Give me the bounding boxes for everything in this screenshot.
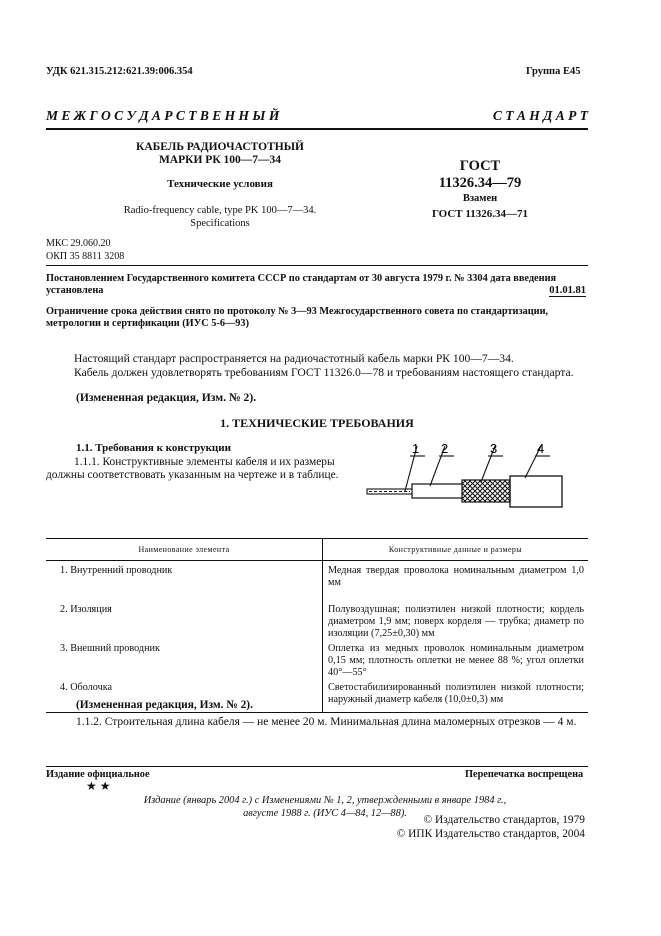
- english-title: [80, 204, 360, 230]
- english-title-line-2: Specifications: [190, 218, 250, 229]
- stars: ★ ★: [86, 779, 111, 793]
- copyright-1979: © Издательство стандартов, 1979: [423, 814, 585, 826]
- intro-paragraph-1: Настоящий стандарт распространяется на радиочастотный кабель марки РК 100—7—34.: [74, 352, 514, 365]
- intro-amendment: (Измененная редакция, Изм. № 2).: [76, 391, 257, 404]
- decree-text: Постановлением Государственного комитета СССР по стандартам от 30 августа 1979 г. № 3304 дата введения установлена: [46, 273, 557, 296]
- gost-number: 11326.34—79: [438, 175, 522, 191]
- restriction-notice: Ограничение срока действия снято по протоколу № 3—93 Межгосударственного совета по стандартизации, метрологии и сертификации (ИУС 5-6—93): [46, 306, 549, 329]
- title-line-2: МАРКИ РК 100—7—34: [158, 154, 282, 166]
- gost-designation: [420, 158, 540, 192]
- table-row: [46, 561, 588, 605]
- edition-line-2: августе 1988 г. (ИУС 4—84, 12—88).: [243, 807, 407, 819]
- banner-rule: [46, 128, 588, 130]
- table-cell-name: 4. Оболочка: [46, 682, 323, 713]
- section-title: 1. ТЕХНИЧЕСКИЕ ТРЕБОВАНИЯ: [220, 416, 414, 430]
- intro-paragraph-2: Кабель должен удовлетворять требованиям ГОСТ 11326.0—78 и требованиям настоящего стандарта.: [74, 366, 574, 379]
- table-cell-name: 1. Внутренний проводник: [46, 561, 323, 605]
- label-1: 1: [412, 441, 420, 456]
- classification-codes: [46, 238, 124, 263]
- table-cell-name: 3. Внешний проводник: [46, 643, 323, 682]
- cable-cross-section-drawing: [355, 436, 580, 521]
- official-edition: Издание официальное: [46, 769, 150, 780]
- subsection-heading: 1.1. Требования к конструкции: [76, 442, 231, 454]
- table-cell-data: Светостабилизированный полиэтилен низкой плотности; наружный диаметр кабеля (10,0±0,3) мм: [323, 682, 589, 713]
- english-title-line-1: Radio-frequency cable, type PK 100—7—34.: [123, 205, 317, 216]
- label-3: 3: [490, 441, 498, 456]
- banner-word-interstate: М Е Ж Г О С У Д А Р С Т В Е Н Н Ы Й: [46, 108, 280, 123]
- clause-1-1-1: 1.1.1. Конструктивные элементы кабеля и их размеры должны соответствовать указанным на чертеже и в таблице.: [46, 456, 339, 481]
- braid-shape: [462, 480, 510, 502]
- label-2: 2: [441, 441, 449, 456]
- clause-1-1-2: 1.1.2. Строительная длина кабеля — не менее 20 м. Минимальная длина маломерных отрезков — 4 м.: [76, 716, 577, 728]
- table-amendment: (Измененная редакция, Изм. № 2).: [76, 699, 253, 711]
- table-cell-data: Медная твердая проволока номинальным диаметром 1,0 мм: [328, 565, 584, 588]
- table-header-row: [46, 539, 588, 561]
- table-row: [46, 604, 588, 643]
- instead-label: Взамен: [462, 193, 498, 204]
- udk-code: УДК 621.315.212:621.39:006.354: [46, 66, 193, 77]
- introduction-date: 01.01.81: [549, 285, 586, 296]
- standard-banner: [46, 108, 588, 124]
- technical-conditions: Технические условия: [167, 178, 273, 190]
- table-row: [46, 643, 588, 682]
- construction-table: [46, 538, 588, 713]
- label-4: 4: [537, 441, 545, 456]
- table-cell-data: Полувоздушная; полиэтилен низкой плотности; кордель диаметром 1,9 мм; поверх корделя — трубка; диаметр по изоляции (7,25±0,30) мм: [328, 604, 584, 639]
- footer-rule: [46, 766, 588, 767]
- sheath-shape: [510, 476, 562, 507]
- okp-code: ОКП 35 8811 3208: [46, 250, 125, 262]
- title-line-1: КАБЕЛЬ РАДИОЧАСТОТНЫЙ: [136, 141, 304, 153]
- decree-rule: [46, 265, 588, 266]
- edition-line-1: Издание (январь 2004 г.) с Изменениями № 1, 2, утвержденными в январе 1984 г.,: [143, 795, 507, 806]
- table-header-element: Наименование элемента: [46, 539, 323, 561]
- table-cell-data: Оплетка из медных проволок номинальным диаметром 0,15 мм; плотность оплетки не менее 88 %; угол оплетки 40°—55°: [328, 643, 584, 678]
- table-cell-name: 2. Изоляция: [46, 604, 323, 643]
- gost-label: ГОСТ: [459, 158, 501, 174]
- group-code: Группа Е45: [526, 66, 581, 77]
- reprint-prohibited: Перепечатка воспрещена: [465, 769, 584, 780]
- replaced-gost: ГОСТ 11326.34—71: [431, 208, 529, 220]
- copyright-block: [360, 814, 585, 841]
- table-header-data: Конструктивные данные и размеры: [323, 539, 589, 561]
- banner-word-standard: С Т А Н Д А Р Т: [492, 108, 588, 123]
- insulation-shape: [412, 484, 462, 498]
- document-title: [110, 141, 330, 167]
- copyright-2004: © ИПК Издательство стандартов, 2004: [396, 827, 585, 840]
- mks-code: МКС 29.060.20: [46, 238, 111, 249]
